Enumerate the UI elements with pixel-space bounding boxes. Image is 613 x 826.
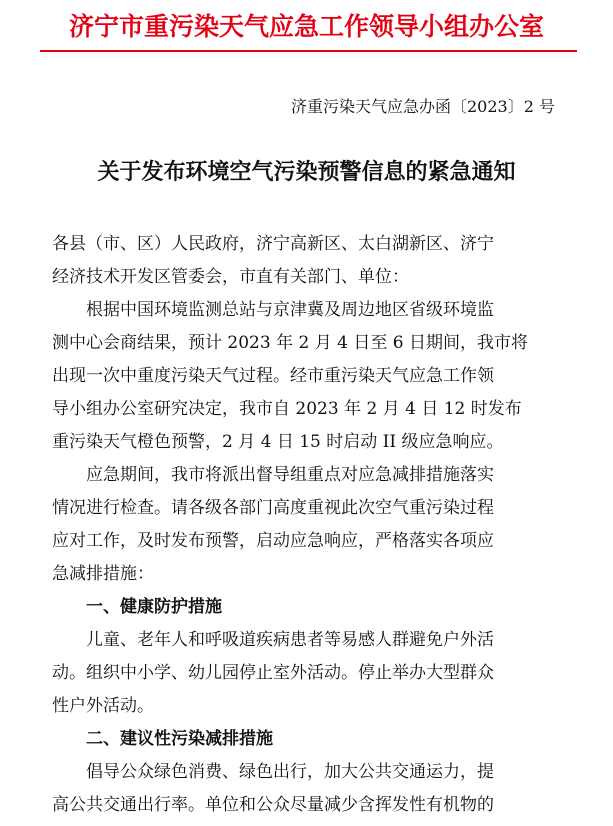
document-number: 济重污染天气应急办函〔2023〕2 号 [291,97,555,116]
addressee-line: 各县（市、区）人民政府，济宁高新区、太白湖新区、济宁 [52,234,494,254]
paragraph-line: 导小组办公室研究决定，我市自 2023 年 2 月 4 日 12 时发布 [52,399,522,419]
paragraph-line: 高公共交通出行率。单位和公众尽量减少含挥发性有机物的 [52,795,494,815]
paragraph-line: 根据中国环境监测总站与京津冀及周边地区省级环境监 [86,300,494,320]
paragraph-line: 情况进行检查。请各级各部门高度重视此次空气重污染过程 [52,498,494,518]
paragraph-line: 应急期间，我市将派出督导组重点对应急减排措施落实 [86,465,494,485]
section-heading-health: 一、健康防护措施 [86,597,222,617]
issuing-office-title: 济宁市重污染天气应急工作领导小组办公室 [68,12,544,41]
issuing-office-header [0,12,613,42]
section-heading-reduction: 二、建议性污染减排措施 [86,729,273,749]
paragraph-line: 重污染天气橙色预警，2 月 4 日 15 时启动 II 级应急响应。 [52,432,504,452]
paragraph-line: 测中心会商结果，预计 2023 年 2 月 4 日至 6 日期间，我市将 [52,333,528,353]
section-body-reduction [52,756,562,822]
paragraph-line: 动。组织中小学、幼儿园停止室外活动。停止举办大型群众 [52,663,494,683]
paragraph-emergency-period [52,459,562,591]
addressee-line: 经济技术开发区管委会，市直有关部门、单位： [52,267,409,287]
section-body-health [52,624,562,723]
paragraph-line: 急减排措施： [52,564,154,584]
paragraph-line: 应对工作，及时发布预警，启动应急响应，严格落实各项应 [52,531,494,551]
paragraph-line: 儿童、老年人和呼吸道疾病患者等易感人群避免户外活 [86,630,494,650]
document-title: 关于发布环境空气污染预警信息的紧急通知 [97,159,516,185]
paragraph-line: 出现一次中重度污染天气过程。经市重污染天气应急工作领 [52,366,494,386]
paragraph-forecast [52,294,562,459]
paragraph-line: 倡导公众绿色消费、绿色出行，加大公共交通运力，提 [86,762,494,782]
header-red-rule [40,50,577,52]
paragraph-line: 性户外活动。 [52,696,154,716]
addressee-block [52,228,562,294]
